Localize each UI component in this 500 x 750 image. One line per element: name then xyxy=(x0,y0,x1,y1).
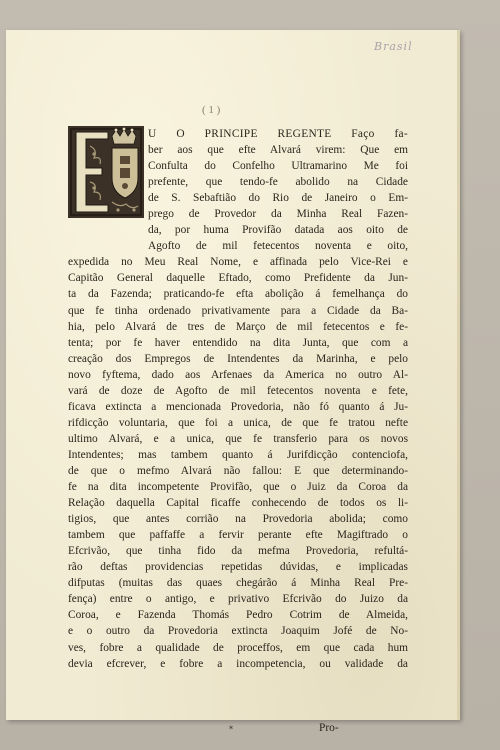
text-line: devia efcrever, e fobre a incompetencia, ou validade da xyxy=(68,657,408,670)
document-page xyxy=(6,30,460,734)
text-line: ficava extincta a mencionada Provedoria, não fó quanto á Ju- xyxy=(68,400,408,413)
text-line: rifdicção voluntaria, que foi a unica, de que fe tratou nefte xyxy=(68,416,408,429)
text-line: difputas (muitas das quaes chegárão á Minha Real Pre- xyxy=(68,577,408,590)
text-line: hia, pelo Alvará de tres de Março de mil fetecentos e fe- xyxy=(68,320,408,333)
text-line: rão deftas providencias repetidas dúvidas, e implicadas xyxy=(68,561,408,574)
catchword-text: Pro- xyxy=(319,722,339,734)
text-line: Relação daquella Capital ficaffe conhecendo de todos os li- xyxy=(68,497,408,510)
text-line: prego de Provedor da Minha Real Fazen- xyxy=(148,208,408,221)
text-line: ultimo Alvará, e a unica, que fe transferio para os novos xyxy=(68,432,408,445)
text-line: da, por huma Provifão datada aos oito de xyxy=(148,224,408,237)
text-line: Agofto de mil fetecentos noventa e oito, xyxy=(148,240,408,253)
text-line: expedida no Meu Real Nome, e affinada pelo Vice-Rei e xyxy=(68,256,408,269)
text-line: fença) entre o antigo, e privativo Efcrivão do Juizo da xyxy=(68,593,408,606)
text-line: Capitão General daquelle Eftado, como Prefidente da Jun- xyxy=(68,272,408,285)
text-line: ber aos que efte Alvará virem: Que em xyxy=(148,144,408,157)
text-line: de que o mefmo Alvará não fallou: E que determinando- xyxy=(68,464,408,477)
text-line: Intendentes; mas tambem quanto á Jurifdicção contenciofa, xyxy=(68,448,408,461)
signature-mark: * xyxy=(229,725,233,734)
text-line: vará de doze de Agofto de mil fetecentos noventa e fete, xyxy=(68,384,408,397)
page-number: ( 1 ) xyxy=(202,104,221,116)
text-line: Efcrivão, que tinha fido da mefma Provedoria, refultá- xyxy=(68,545,408,558)
handwritten-annotation: Brasil xyxy=(374,40,413,53)
text-line: tambem que paffaffe a fervir perante efte Magiftrado o xyxy=(68,529,408,542)
text-line: prefente, que tendo-fe abolido na Cidade xyxy=(148,176,408,189)
text-line: novo fyftema, dado aos Arfenaes da America no outro Al- xyxy=(68,368,408,381)
text-line: de S. Sebaftião do Rio de Janeiro o Em- xyxy=(148,192,408,205)
text-line: creação dos Empregos de Intendentes da Marinha, e pelo xyxy=(68,352,408,365)
text-line: fe na dita incompetente Provifão, que o Juiz da Coroa da xyxy=(68,481,408,494)
text-line: U O PRINCIPE REGENTE Faço fa- xyxy=(148,128,408,140)
text-line: Confulta do Confelho Ultramarino Me foi xyxy=(148,160,408,173)
catchword xyxy=(319,720,339,736)
text-line: que fe tinha ordenado privativamente para a Cidade da Ba- xyxy=(68,304,408,317)
text-line: e o outro da Provedoria extincta Joaquim Jofé de No- xyxy=(68,625,408,638)
page-edge xyxy=(457,30,460,720)
text-line: ta da Fazenda; praticando-fe efta abolição á femelhança do xyxy=(68,288,408,301)
text-line: tigios, que antes corrião na Provedoria abolida; como xyxy=(68,513,408,526)
text-line: ves, fobre a qualidade de proceffos, em que cada hum xyxy=(68,641,408,654)
text-line: Coroa, e Fazenda Thomás Pedro Cotrim de Almeida, xyxy=(68,609,408,622)
decree-body xyxy=(68,126,408,672)
text-line: tenta; por fe haver entendido na dita Junta, que com a xyxy=(68,336,408,349)
